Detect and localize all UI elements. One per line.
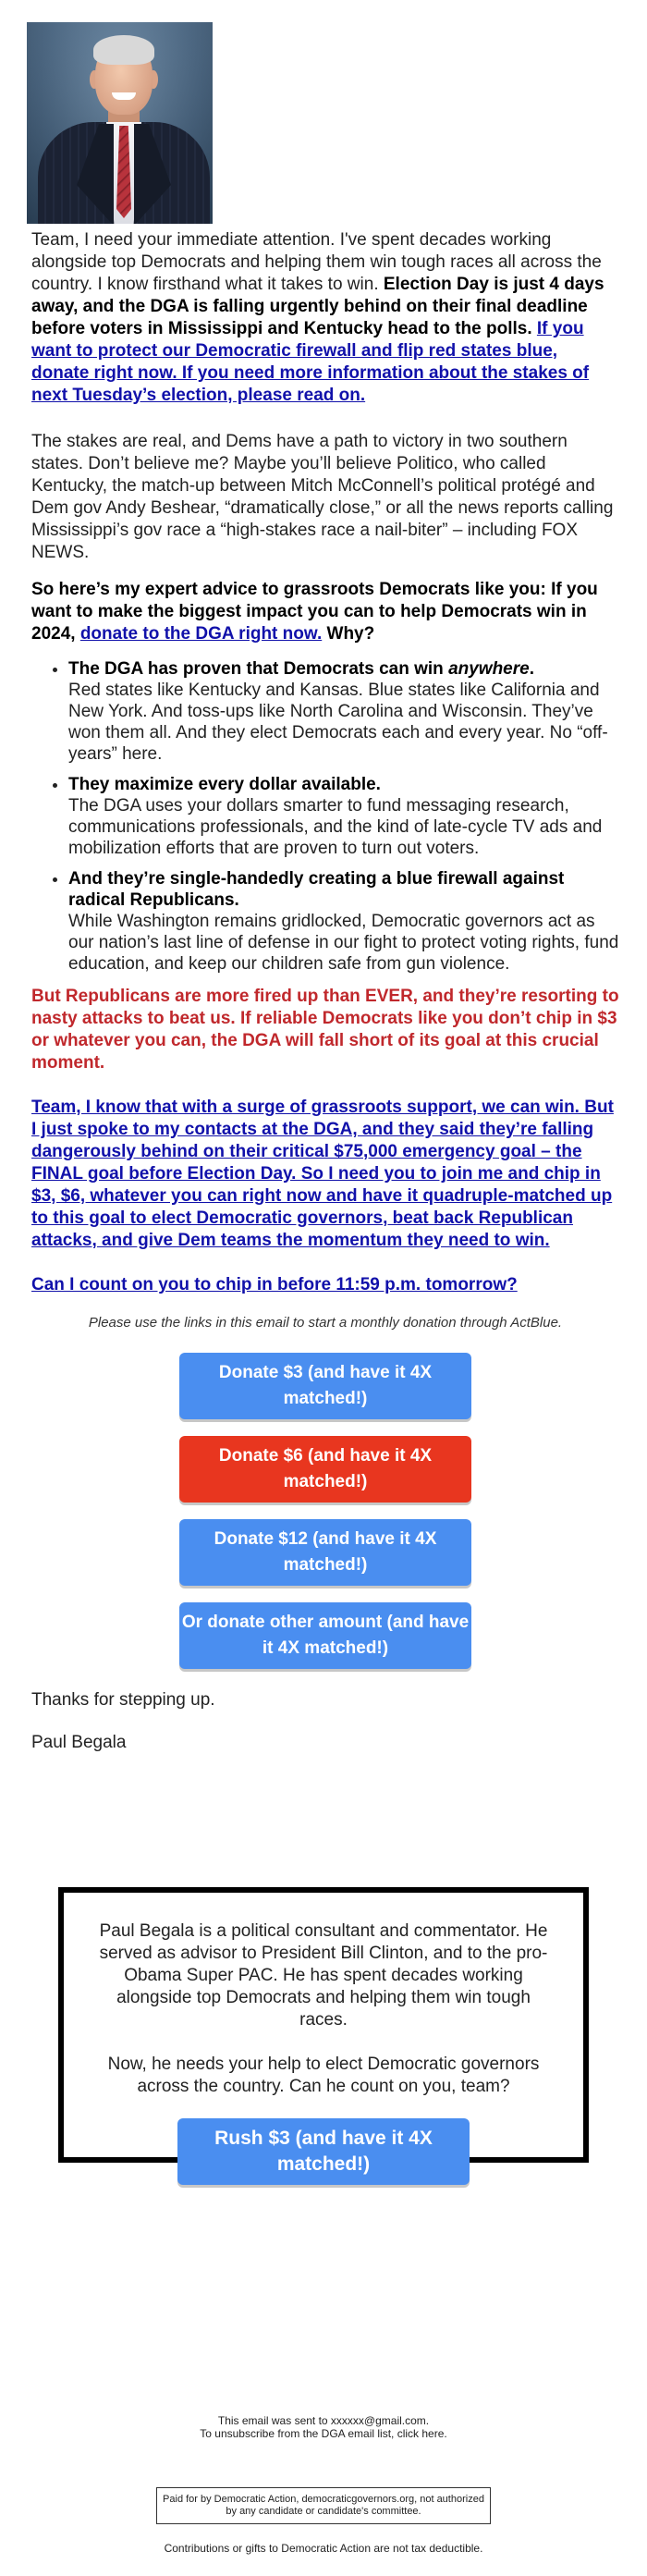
donate-6-button[interactable]: Donate $6 (and have it 4X matched!): [179, 1436, 471, 1503]
advice-donate-link[interactable]: donate to the DGA right now.: [79, 624, 323, 644]
bullet-body: Red states like Kentucky and Kansas. Blue states like California and New York. And toss-ups like North Carolina and Wisconsin. They’ve won them all. And they elect Democrats each and every year. No “off-years” here.: [68, 681, 608, 764]
list-item: [68, 658, 619, 765]
intro-paragraph: [31, 229, 619, 407]
intro-text: Team, I need your immediate attention. I've spent decades working alongside top Democrats and helping them win tough races all across the country. I know firsthand what it takes to win.: [31, 230, 602, 294]
actblue-note: Please use the links in this email to start a monthly donation through ActBlue.: [88, 1315, 563, 1331]
appeal-donate-link[interactable]: Team, I know that with a surge of grassroots support, we can win. But I just spoke to my contacts at the DGA, and they said they’re falling dangerously behind on their critical $75,000 emergency goal – the FINAL goal before Election Day. So I need you to join me and chip in $3, $6, whatever you can right now and have it quadruple-matched up to this goal to elect Democratic governors, beat back Republican attacks, and give Dem teams the momentum they need to win.: [31, 1098, 614, 1250]
donate-12-button[interactable]: Donate $12 (and have it 4X matched!): [179, 1519, 471, 1586]
advice-tail-text: Why?: [322, 624, 375, 644]
warning-paragraph: But Republicans are more fired up than EVER, and they’re resorting to nasty attacks to beat us. If reliable Democrats like you don’t chip in $3 or whatever you can, the DGA will fall short of its goal at this crucial moment.: [31, 987, 619, 1073]
recipient-email[interactable]: xxxxxx@gmail.com.: [330, 2414, 430, 2427]
bio-ask-paragraph: Now, he needs your help to elect Democratic governors across the country. Can he count on you, team?: [107, 2055, 540, 2096]
list-item: [68, 868, 619, 975]
contribution-disclaimer: Contributions or gifts to Democratic Action are not tax deductible.: [164, 2542, 483, 2555]
bullet-heading: The DGA has proven that Democrats can win anywhere.: [68, 659, 534, 679]
donate-other-button[interactable]: Or donate other amount (and have it 4X matched!): [179, 1602, 471, 1669]
donate-3-button[interactable]: Donate $3 (and have it 4X matched!): [179, 1353, 471, 1419]
advice-paragraph: [31, 579, 619, 645]
bio-box: [58, 1887, 589, 2175]
footer-sent-to: This email was sent to xxxxxx@gmail.com.: [217, 2414, 430, 2427]
author-photo: [27, 22, 213, 224]
appeal-paragraph: [31, 1097, 619, 1252]
donate-buttons: [31, 1353, 619, 1669]
bullet-body: The DGA uses your dollars smarter to fund messaging research, communications professionals, and the kind of late-cycle TV ads and mobilization efforts that are proven to turn out voters.: [68, 796, 603, 858]
list-item: [68, 774, 619, 859]
bullet-heading: And they’re single-handedly creating a blue firewall against radical Republicans.: [68, 869, 565, 910]
email-content: [31, 229, 619, 1754]
footer-unsubscribe: [0, 2428, 647, 2440]
intro-donate-link[interactable]: If you want to protect our Democratic firewall and flip red states blue, donate right now. If you need more information about the stakes of next Tuesday’s election, please read on.: [31, 319, 590, 405]
stakes-paragraph: The stakes are real, and Dems have a path to victory in two southern states. Don’t believe me? Maybe you’ll believe Politico, who called Kentucky, the match-up between Mitch McConnell’s political protégé and Dem gov Andy Beshear, “dramatically close,” or all the news reports calling Mississippi’s gov race a “high-stakes race a nail-biter” – including FOX NEWS.: [31, 432, 614, 562]
paid-for-disclaimer: Paid for by Democratic Action, democraticgovernors.org, not authorized by any candidate or candidate's committee.: [156, 2487, 491, 2524]
unsubscribe-link[interactable]: To unsubscribe from the DGA email list, click here.: [200, 2427, 447, 2440]
rush-3-button[interactable]: Rush $3 (and have it 4X matched!): [177, 2118, 470, 2185]
deadline-paragraph: [31, 1274, 619, 1296]
bullet-heading: They maximize every dollar available.: [68, 775, 381, 794]
bio-paragraph: Paul Begala is a political consultant and commentator. He served as advisor to President Bill Clinton, and to the pro-Obama Super PAC. He has spent decades working alongside top Democrats and helping them win tough races.: [99, 1921, 548, 2030]
intro-bold-text: Election Day is just 4 days away, and the DGA is falling urgently behind on their final deadline before voters in Mississippi and Kentucky head to the polls.: [31, 275, 604, 338]
bullet-body: While Washington remains gridlocked, Democratic governors act as our nation’s last line of defense in our fight to protect voting rights, fund education, and keep our children safe from gun violence.: [68, 912, 619, 974]
signature-name: Paul Begala: [31, 1733, 127, 1752]
thanks-text: Thanks for stepping up.: [31, 1690, 215, 1710]
deadline-donate-link[interactable]: Can I count on you to chip in before 11:59 p.m. tomorrow?: [31, 1275, 518, 1294]
reasons-list: [31, 658, 619, 975]
advice-bold-text: So here’s my expert advice to grassroots Democrats like you: If you want to make the biggest impact you can to help Democrats win in 2024,: [31, 580, 598, 644]
